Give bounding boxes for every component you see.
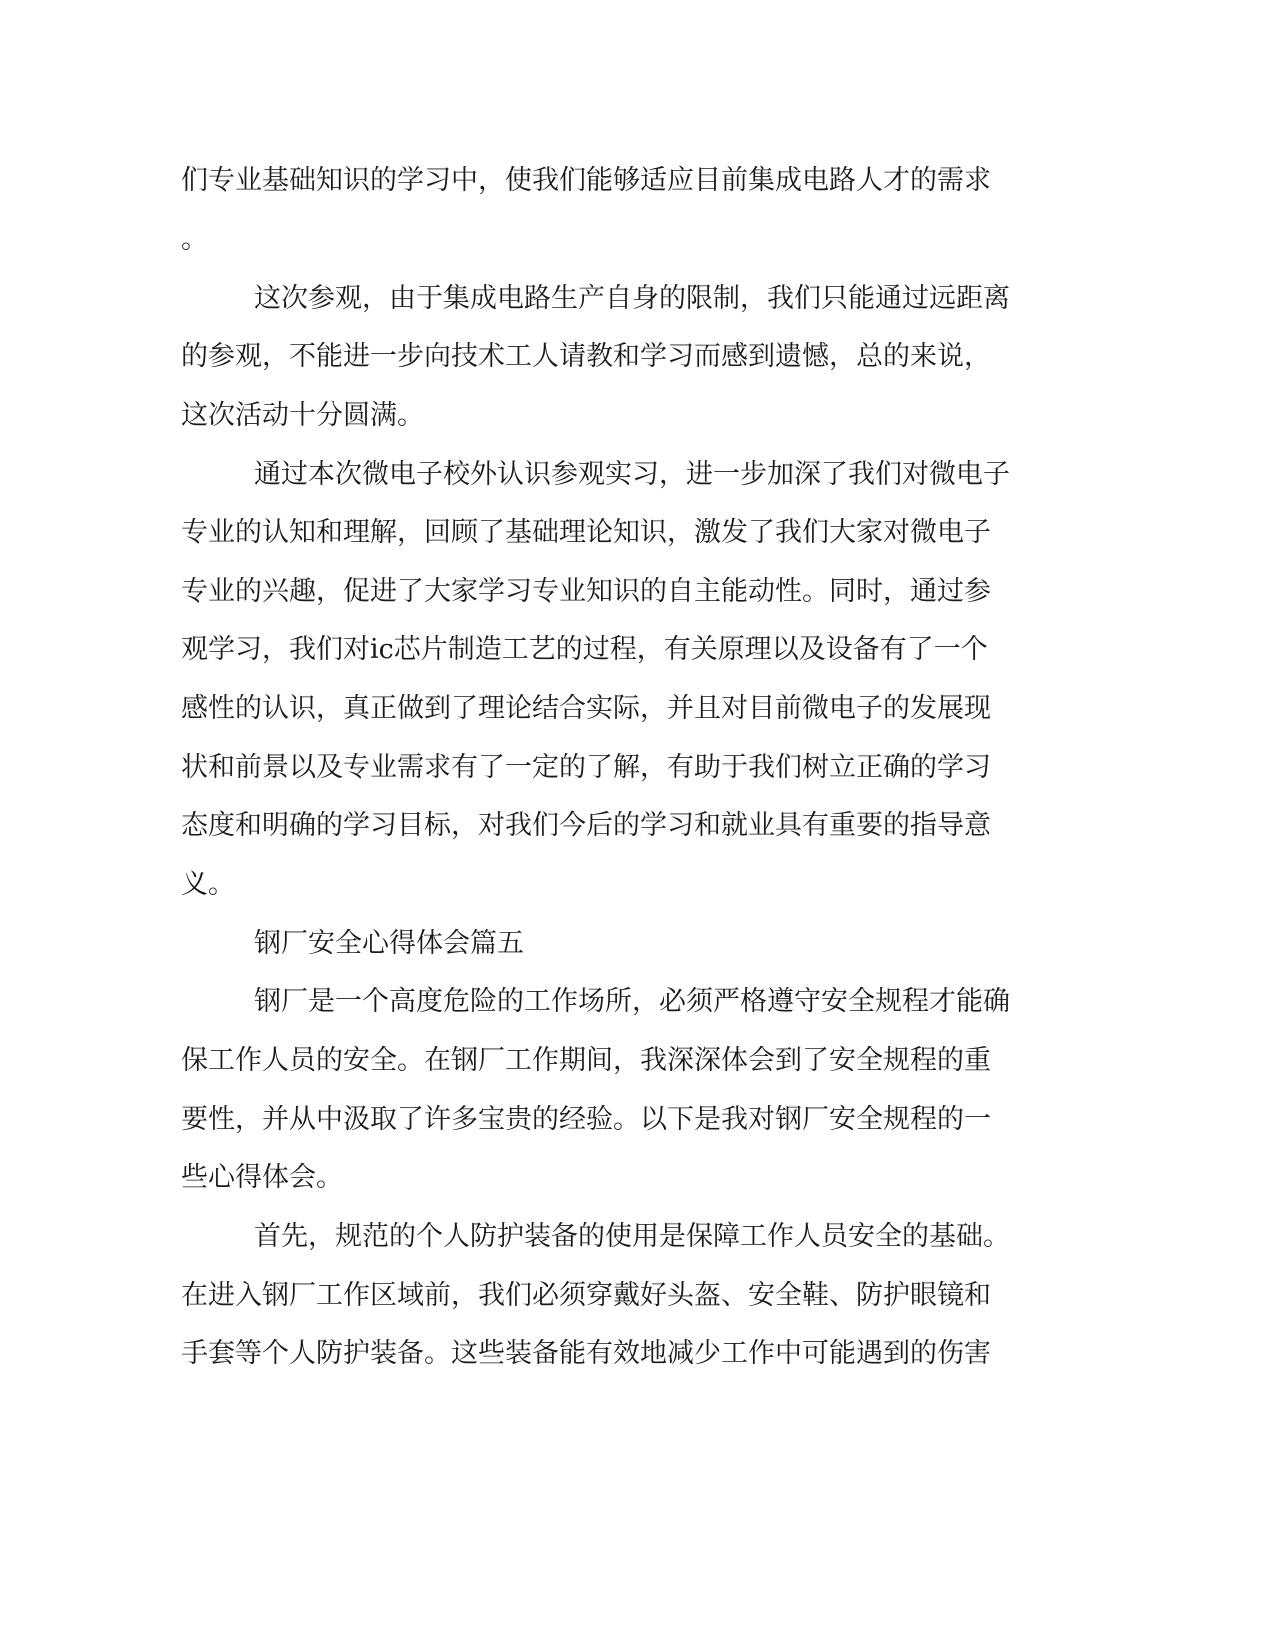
text-line: 通过本次微电子校外认识参观实习，进一步加深了我们对微电子	[254, 459, 1010, 490]
text-line: 保工作人员的安全。在钢厂工作期间，我深深体会到了安全规程的重	[181, 1045, 991, 1076]
text-line: 手套等个人防护装备。这些装备能有效地减少工作中可能遇到的伤害	[181, 1338, 991, 1369]
text-line: 在进入钢厂工作区域前，我们必须穿戴好头盔、安全鞋、防护眼镜和	[181, 1280, 991, 1311]
text-line: 钢厂是一个高度危险的工作场所，必须严格遵守安全规程才能确	[254, 986, 1010, 1017]
text-line: 首先，规范的个人防护装备的使用是保障工作人员安全的基础。	[254, 1221, 1010, 1252]
text-line: 要性，并从中汲取了许多宝贵的经验。以下是我对钢厂安全规程的一	[181, 1104, 991, 1135]
text-line: 专业的兴趣，促进了大家学习专业知识的自主能动性。同时，通过参	[181, 576, 991, 607]
text-line: 专业的认知和理解，回顾了基础理论知识，激发了我们大家对微电子	[181, 517, 991, 548]
text-line: 些心得体会。	[181, 1162, 343, 1193]
text-line: 们专业基础知识的学习中，使我们能够适应目前集成电路人才的需求	[181, 165, 991, 196]
text-line: 这次参观，由于集成电路生产自身的限制，我们只能通过远距离	[254, 283, 1010, 314]
text-line: 。	[181, 224, 208, 255]
text-line: 态度和明确的学习目标，对我们今后的学习和就业具有重要的指导意	[181, 810, 991, 841]
text-line: 义。	[181, 869, 235, 900]
text-line: 状和前景以及专业需求有了一定的了解，有助于我们树立正确的学习	[181, 752, 991, 783]
text-line: 感性的认识，真正做到了理论结合实际，并且对目前微电子的发展现	[181, 693, 991, 724]
text-line: 的参观，不能进一步向技术工人请教和学习而感到遗憾，总的来说，	[181, 341, 991, 372]
text-line: 这次活动十分圆满。	[181, 400, 424, 431]
text-line: 观学习，我们对ic芯片制造工艺的过程，有关原理以及设备有了一个	[181, 634, 988, 665]
section-heading: 钢厂安全心得体会篇五	[254, 928, 524, 959]
